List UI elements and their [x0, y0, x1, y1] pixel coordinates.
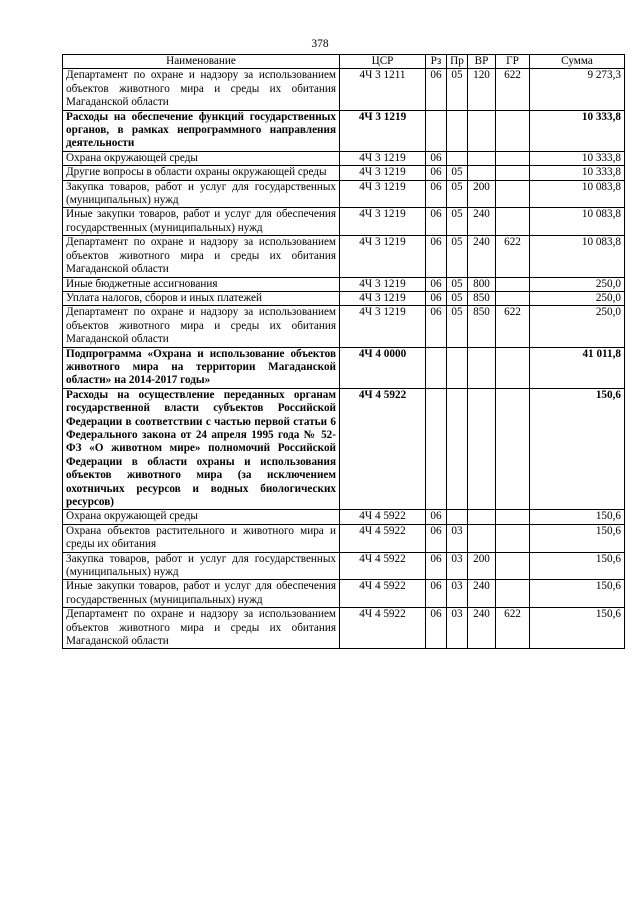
cell-gr	[496, 580, 530, 608]
cell-csr: 4Ч 4 5922	[340, 552, 426, 580]
header-rz: Рз	[426, 55, 447, 69]
cell-sum: 150,6	[530, 524, 625, 552]
header-csr: ЦСР	[340, 55, 426, 69]
cell-rz	[426, 388, 447, 510]
header-sum: Сумма	[530, 55, 625, 69]
table-row	[63, 552, 625, 580]
table-header-row	[63, 55, 625, 69]
cell-csr: 4Ч 3 1211	[340, 69, 426, 110]
cell-name: Закупка товаров, работ и услуг для государственных (муниципальных) нужд	[63, 180, 340, 208]
cell-gr	[496, 347, 530, 388]
cell-rz: 06	[426, 69, 447, 110]
cell-vr	[468, 524, 496, 552]
table-row	[63, 306, 625, 347]
cell-sum: 150,6	[530, 552, 625, 580]
cell-csr: 4Ч 3 1219	[340, 151, 426, 165]
cell-pr: 05	[447, 236, 468, 277]
cell-csr: 4Ч 3 1219	[340, 277, 426, 291]
cell-gr	[496, 166, 530, 180]
cell-gr	[496, 110, 530, 151]
cell-name: Охрана окружающей среды	[63, 510, 340, 524]
cell-pr: 05	[447, 180, 468, 208]
cell-csr: 4Ч 3 1219	[340, 306, 426, 347]
cell-vr: 850	[468, 291, 496, 305]
table-row	[63, 510, 625, 524]
cell-rz: 06	[426, 180, 447, 208]
cell-sum: 10 333,8	[530, 110, 625, 151]
cell-name: Закупка товаров, работ и услуг для государственных (муниципальных) нужд	[63, 552, 340, 580]
cell-csr: 4Ч 3 1219	[340, 180, 426, 208]
cell-gr: 622	[496, 236, 530, 277]
header-vr: ВР	[468, 55, 496, 69]
cell-sum: 10 333,8	[530, 166, 625, 180]
cell-sum: 10 333,8	[530, 151, 625, 165]
cell-rz	[426, 110, 447, 151]
cell-name: Департамент по охране и надзору за использованием объектов животного мира и среды их обитания Магаданской области	[63, 69, 340, 110]
cell-pr	[447, 151, 468, 165]
cell-pr: 05	[447, 306, 468, 347]
cell-gr	[496, 151, 530, 165]
cell-vr	[468, 388, 496, 510]
cell-vr	[468, 151, 496, 165]
cell-pr	[447, 388, 468, 510]
table-row	[63, 580, 625, 608]
cell-csr: 4Ч 3 1219	[340, 208, 426, 236]
header-pr: Пр	[447, 55, 468, 69]
cell-name: Департамент по охране и надзору за использованием объектов животного мира и среды их обитания Магаданской области	[63, 608, 340, 649]
cell-pr: 03	[447, 552, 468, 580]
cell-sum: 250,0	[530, 291, 625, 305]
cell-sum: 250,0	[530, 306, 625, 347]
cell-gr: 622	[496, 608, 530, 649]
table-row	[63, 291, 625, 305]
cell-rz: 06	[426, 236, 447, 277]
table-row	[63, 208, 625, 236]
cell-rz: 06	[426, 208, 447, 236]
cell-rz: 06	[426, 524, 447, 552]
cell-csr: 4Ч 3 1219	[340, 110, 426, 151]
cell-csr: 4Ч 4 5922	[340, 510, 426, 524]
cell-gr	[496, 388, 530, 510]
page-number: 378	[311, 38, 329, 50]
cell-csr: 4Ч 3 1219	[340, 291, 426, 305]
cell-rz: 06	[426, 306, 447, 347]
cell-sum: 9 273,3	[530, 69, 625, 110]
table-row	[63, 388, 625, 510]
cell-gr	[496, 524, 530, 552]
cell-name: Подпрограмма «Охрана и использование объектов животного мира на территории Магаданской области» на 2014-2017 годы»	[63, 347, 340, 388]
budget-table	[62, 54, 625, 649]
cell-vr	[468, 110, 496, 151]
cell-rz: 06	[426, 608, 447, 649]
cell-sum: 150,6	[530, 388, 625, 510]
cell-gr	[496, 510, 530, 524]
table-row	[63, 69, 625, 110]
cell-pr: 05	[447, 208, 468, 236]
cell-vr: 240	[468, 208, 496, 236]
table-row	[63, 608, 625, 649]
cell-gr	[496, 552, 530, 580]
cell-sum: 150,6	[530, 608, 625, 649]
cell-pr: 05	[447, 69, 468, 110]
cell-gr	[496, 208, 530, 236]
cell-vr: 120	[468, 69, 496, 110]
cell-vr: 240	[468, 236, 496, 277]
table-row	[63, 151, 625, 165]
table-row	[63, 236, 625, 277]
cell-gr	[496, 277, 530, 291]
cell-sum: 10 083,8	[530, 180, 625, 208]
cell-rz: 06	[426, 580, 447, 608]
cell-csr: 4Ч 4 5922	[340, 388, 426, 510]
cell-sum: 150,6	[530, 510, 625, 524]
cell-sum: 150,6	[530, 580, 625, 608]
header-gr: ГР	[496, 55, 530, 69]
table-row	[63, 277, 625, 291]
cell-sum: 10 083,8	[530, 208, 625, 236]
cell-pr: 03	[447, 580, 468, 608]
cell-csr: 4Ч 3 1219	[340, 166, 426, 180]
cell-name: Иные закупки товаров, работ и услуг для обеспечения государственных (муниципальных) нужд	[63, 208, 340, 236]
cell-csr: 4Ч 4 0000	[340, 347, 426, 388]
cell-rz: 06	[426, 151, 447, 165]
cell-name: Департамент по охране и надзору за использованием объектов животного мира и среды их обитания Магаданской области	[63, 236, 340, 277]
cell-gr	[496, 291, 530, 305]
cell-name: Иные бюджетные ассигнования	[63, 277, 340, 291]
table-row	[63, 180, 625, 208]
cell-rz: 06	[426, 277, 447, 291]
cell-gr	[496, 180, 530, 208]
cell-pr: 05	[447, 277, 468, 291]
cell-pr	[447, 510, 468, 524]
cell-csr: 4Ч 3 1219	[340, 236, 426, 277]
cell-vr: 200	[468, 552, 496, 580]
cell-pr: 05	[447, 166, 468, 180]
cell-vr	[468, 166, 496, 180]
cell-csr: 4Ч 4 5922	[340, 524, 426, 552]
cell-vr	[468, 510, 496, 524]
cell-csr: 4Ч 4 5922	[340, 580, 426, 608]
cell-rz: 06	[426, 291, 447, 305]
cell-name: Другие вопросы в области охраны окружающей среды	[63, 166, 340, 180]
cell-vr: 240	[468, 580, 496, 608]
table-body	[63, 69, 625, 649]
table-row	[63, 166, 625, 180]
cell-name: Департамент по охране и надзору за использованием объектов животного мира и среды их обитания Магаданской области	[63, 306, 340, 347]
cell-name: Уплата налогов, сборов и иных платежей	[63, 291, 340, 305]
cell-csr: 4Ч 4 5922	[340, 608, 426, 649]
table-row	[63, 524, 625, 552]
cell-rz: 06	[426, 166, 447, 180]
cell-vr: 850	[468, 306, 496, 347]
cell-vr: 240	[468, 608, 496, 649]
cell-rz: 06	[426, 510, 447, 524]
cell-name: Иные закупки товаров, работ и услуг для обеспечения государственных (муниципальных) нужд	[63, 580, 340, 608]
cell-name: Охрана окружающей среды	[63, 151, 340, 165]
cell-sum: 250,0	[530, 277, 625, 291]
cell-pr: 05	[447, 291, 468, 305]
cell-gr: 622	[496, 306, 530, 347]
cell-vr: 200	[468, 180, 496, 208]
cell-vr: 800	[468, 277, 496, 291]
cell-gr: 622	[496, 69, 530, 110]
cell-sum: 10 083,8	[530, 236, 625, 277]
table-row	[63, 347, 625, 388]
cell-pr: 03	[447, 608, 468, 649]
cell-sum: 41 011,8	[530, 347, 625, 388]
cell-rz: 06	[426, 552, 447, 580]
cell-rz	[426, 347, 447, 388]
cell-pr: 03	[447, 524, 468, 552]
cell-vr	[468, 347, 496, 388]
header-name: Наименование	[63, 55, 340, 69]
cell-pr	[447, 110, 468, 151]
cell-name: Охрана объектов растительного и животного мира и среды их обитания	[63, 524, 340, 552]
cell-name: Расходы на обеспечение функций государственных органов, в рамках непрограммного направления деятельности	[63, 110, 340, 151]
cell-name: Расходы на осуществление переданных органам государственной власти субъектов Российской Федерации в соответствии с частью первой статьи 6 Федерального закона от 24 апреля 1995 года № 52-ФЗ «О животном мире» полномочий Российской Федерации в области охраны и использования объектов животного мира (за исключением охотничьих ресурсов и водных биологических ресурсов)	[63, 388, 340, 510]
cell-pr	[447, 347, 468, 388]
table-row	[63, 110, 625, 151]
